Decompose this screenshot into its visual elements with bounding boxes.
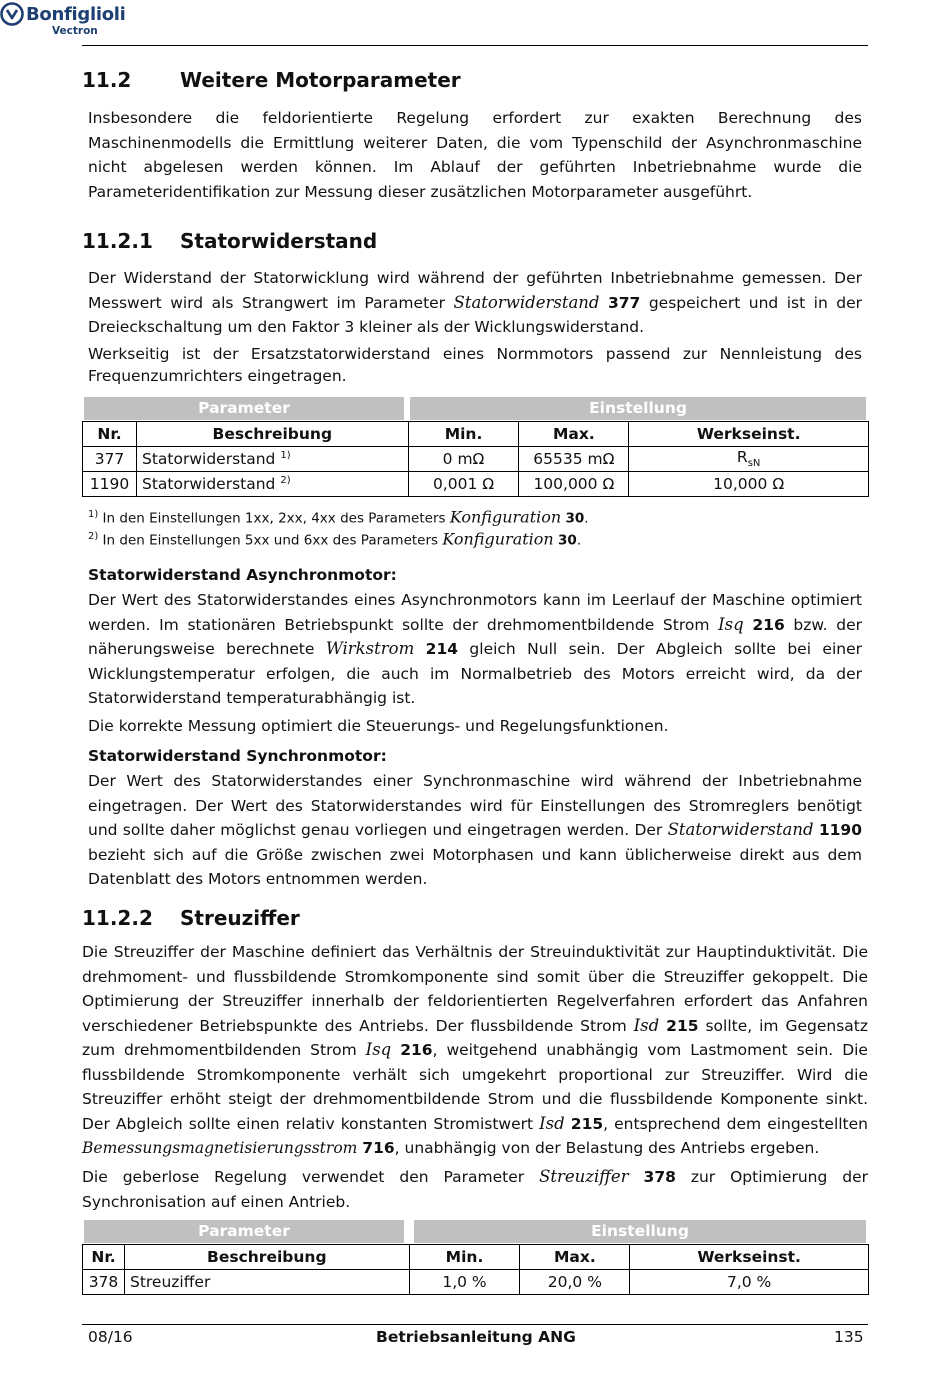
col-beschreibung: Beschreibung <box>136 422 408 447</box>
text-run: gespeichert und ist in der Dreieckschaltung um den Faktor 3 kleiner als der Wicklungswiderstand. <box>88 293 862 336</box>
cell-beschreibung: Streuziffer <box>124 1270 409 1295</box>
text-run: In den Einstellungen 1xx, 2xx, 4xx des Parameters <box>98 510 450 527</box>
logo-brand: Bonfiglioli <box>26 4 126 25</box>
col-min: Min. <box>408 422 519 447</box>
text-run: Der Widerstand der Statorwicklung wird während der geführten Inbetriebnahme gemessen. Der Messwert wird als Strangwert im Parameter <box>88 269 862 312</box>
heading-number: 11.2.1 <box>82 229 153 253</box>
cell-max: 100,000 Ω <box>519 472 629 497</box>
param-name: Statorwiderstand <box>667 820 814 839</box>
footer-title: Betriebsanleitung ANG <box>376 1328 576 1346</box>
param-name: Isd <box>539 1113 565 1133</box>
subheading-synchronmotor: Statorwiderstand Synchronmotor: <box>88 747 387 765</box>
footnote-2: $^{2)}$ In den Einstellungen 5xx und 6xx des Parameters Konfiguration 30. <box>88 529 582 549</box>
table-row <box>83 472 869 497</box>
param-number: 377 <box>607 293 641 312</box>
heading-number: 11.2 <box>82 68 132 92</box>
footnote-marker: 2) <box>88 531 99 542</box>
cell-werkseinst <box>629 447 869 472</box>
subheading-asynchronmotor: Statorwiderstand Asynchronmotor: <box>88 566 397 584</box>
paragraph-statorwiderstand <box>88 266 862 340</box>
col-nr: Nr. <box>83 1245 125 1270</box>
text-run: bezieht sich auf die Größe zwischen zwei Motorphasen und kann üblicherweise direkt aus dem Datenblatt des Motors entnommen werden. <box>88 845 862 888</box>
heading-title: Statorwiderstand <box>180 229 378 253</box>
footer-date: 08/16 <box>88 1328 133 1346</box>
col-max: Max. <box>519 422 629 447</box>
parameter-table-2 <box>82 1244 869 1295</box>
text-run: gleich Null sein. Der Abgleich sollte bei einer Wicklungstemperatur erfolgen, die auch im Normalbetrieb des Motors erreicht wird, da der Statorwiderstand temperaturabhängig ist. <box>88 640 862 707</box>
param-name: Isq <box>718 614 744 634</box>
paragraph-korrekte-messung: Die korrekte Messung optimiert die Steuerungs- und Regelungsfunktionen. <box>88 717 669 735</box>
paragraph-synchronmotor <box>88 769 862 892</box>
cell-min: 1,0 % <box>409 1270 520 1295</box>
cell-min: 0 mΩ <box>408 447 519 472</box>
heading-number: 11.2.2 <box>82 906 153 930</box>
param-number: 216 <box>752 615 785 634</box>
cell-subscript: sN <box>747 458 761 470</box>
param-name: Statorwiderstand <box>453 292 600 312</box>
paragraph-geberlose-regelung <box>82 1165 868 1214</box>
cell-text: Statorwiderstand <box>141 450 276 469</box>
footnote-ref: 2) <box>280 474 291 486</box>
param-number: 215 <box>570 1114 604 1133</box>
footer-page-number: 135 <box>834 1328 864 1346</box>
parameter-table-1 <box>82 421 869 497</box>
text-run: , weitgehend unabhängig vom Lastmoment sein. Die flussbildende Stromkomponente verhält sich umgekehrt proportional zur Streuziffer. Wird die Streuziffer erhöht steigt der drehmomentbildende Strom und die flussbildende Komponente sinkt. Der Abgleich sollte einen relativ konstanten Stromistwert <box>82 1041 868 1133</box>
param-name: Konfiguration <box>442 529 554 549</box>
param-number: 30 <box>558 532 577 549</box>
table1-group-parameter: Parameter <box>84 397 404 420</box>
text-run: Die Streuziffer der Maschine definiert das Verhältnis der Streuinduktivität zur Hauptinduktivität. Die drehmoment- und flussbildende Stromkomponente sind somit über die Streuziffer gekoppelt. Die Optimierung der Streuziffer innerhalb der feldorientierten Regelverfahren erfordert das Anfahren verschiedener Betriebspunkte des Antriebs. Der flussbildende Strom <box>82 943 868 1035</box>
table-row <box>83 1270 869 1295</box>
col-nr: Nr. <box>83 422 137 447</box>
text-run: Der Wert des Statorwiderstandes eines Asynchronmotors kann im Leerlauf der Maschine optimiert werden. Im stationären Betriebspunkt sollte der drehmomentbildende Strom <box>88 591 862 634</box>
table-header-row <box>83 422 869 447</box>
header-rule <box>82 45 868 46</box>
cell-text: R <box>736 448 748 467</box>
footnote-1: $^{1)}$ In den Einstellungen 1xx, 2xx, 4xx des Parameters Konfiguration 30. <box>88 507 589 527</box>
logo-sub: Vectron <box>52 25 98 37</box>
col-min: Min. <box>409 1245 520 1270</box>
param-number: 30 <box>565 510 585 527</box>
param-number: 378 <box>643 1168 676 1186</box>
cell-max: 20,0 % <box>520 1270 630 1295</box>
text-run: Die geberlose Regelung verwendet den Parameter <box>82 1168 540 1186</box>
col-werkseinst: Werkseinst. <box>630 1245 869 1270</box>
param-number: 216 <box>400 1041 433 1059</box>
paragraph-asynchronmotor <box>88 588 862 711</box>
cell-werkseinst: 7,0 % <box>630 1270 869 1295</box>
cell-text: Statorwiderstand <box>141 475 276 494</box>
col-werkseinst: Werkseinst. <box>629 422 869 447</box>
table2-group-einstellung: Einstellung <box>414 1220 866 1243</box>
col-beschreibung: Beschreibung <box>124 1245 409 1270</box>
param-number: 716 <box>362 1139 395 1157</box>
bonfiglioli-logo-icon <box>0 2 24 26</box>
table1-group-einstellung: Einstellung <box>410 397 866 420</box>
table-row <box>83 447 869 472</box>
param-number: 215 <box>666 1016 699 1035</box>
cell-werkseinst: 10,000 Ω <box>629 472 869 497</box>
text-run: Der Wert des Statorwiderstandes einer Synchronmaschine wird während der Inbetriebnahme eingetragen. Der Wert des Statorwiderstandes wird für Einstellungen des Stromreglers benötigt und sollte daher möglichst genau vorliegen und eingetragen werden. Der <box>88 772 862 839</box>
paragraph-11-2: Insbesondere die feldorientierte Regelung erfordert zur exakten Berechnung des Maschinenmodells die Ermittlung weiterer Daten, die vom Typenschild der Asynchronmaschine nicht abgelesen werden können. Im Ablauf der geführten Inbetriebnahme wurde die Parameteridentifikation zur Messung dieser zusätzlichen Motorparameter ausgeführt. <box>88 109 862 201</box>
text-run: , unabhängig von der Belastung des Antriebs ergeben. <box>394 1139 820 1157</box>
heading-11-2-2 <box>82 906 300 930</box>
footnote-marker: 1) <box>88 509 99 520</box>
cell-nr: 377 <box>83 447 137 472</box>
param-name: Bemessungsmagnetisierungsstrom <box>82 1139 358 1157</box>
text-run: sollte, im Gegensatz zum drehmomentbildenden Strom <box>82 1016 869 1059</box>
heading-11-2-1 <box>82 229 377 253</box>
table2-group-parameter: Parameter <box>84 1220 404 1243</box>
footer-rule <box>82 1324 868 1325</box>
bonfiglioli-logo <box>0 0 130 38</box>
param-number: 214 <box>425 640 459 658</box>
footnote-ref: 1) <box>280 449 291 461</box>
param-name: Isd <box>633 1015 660 1035</box>
cell-beschreibung <box>136 447 408 472</box>
text-run: zur Optimierung der Synchronisation auf einen Antrieb. <box>82 1168 868 1211</box>
text-run: bzw. der näherungsweise berechnete <box>88 615 862 658</box>
cell-min: 0,001 Ω <box>408 472 519 497</box>
heading-title: Streuziffer <box>180 906 300 930</box>
param-name: Konfiguration <box>449 507 562 527</box>
cell-max: 65535 mΩ <box>519 447 629 472</box>
param-name: Streuziffer <box>539 1167 629 1186</box>
paragraph-werkseitig: Werkseitig ist der Ersatzstatorwiderstand eines Normmotors passend zur Nennleistung des Frequenzumrichters eingetragen. <box>88 345 862 385</box>
table-header-row <box>83 1245 869 1270</box>
paragraph-streuziffer <box>82 940 868 1161</box>
cell-nr: 378 <box>83 1270 125 1295</box>
heading-11-2 <box>82 68 461 92</box>
cell-nr: 1190 <box>83 472 137 497</box>
param-name: Wirkstrom <box>325 639 415 658</box>
heading-title: Weitere Motorparameter <box>180 68 461 92</box>
cell-beschreibung <box>136 472 408 497</box>
text-run: In den Einstellungen 5xx und 6xx des Parameters <box>98 532 443 549</box>
col-max: Max. <box>520 1245 630 1270</box>
param-name: Isq <box>365 1040 392 1059</box>
param-number: 1190 <box>818 821 862 839</box>
text-run: , entsprechend dem eingestellten <box>603 1114 868 1133</box>
